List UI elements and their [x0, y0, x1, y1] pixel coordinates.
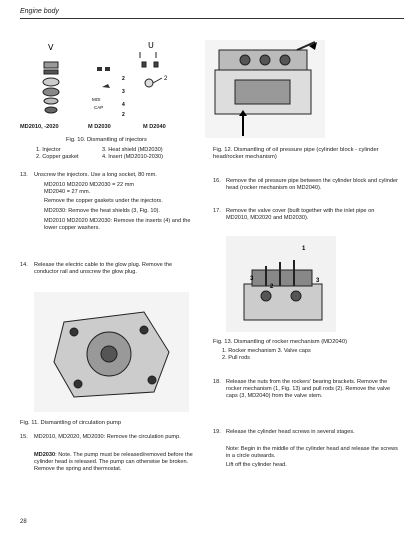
fig13-legend-1: 1. Rocker mechanism 3. Valve caps [222, 348, 311, 354]
figure-10-injectors [22, 40, 192, 125]
header-rule [20, 18, 404, 19]
step15-text: MD2010, MD2020, MD2030: Remove the circulation pump. [34, 434, 181, 440]
step14-text: Release the electric cable to the glow plug. Remove the conductor rail and unscrew the glow plug. [34, 262, 173, 275]
step16-number: 16. [213, 178, 221, 184]
step19-note: Note: Begin in the middle of the cylinder head and release the screws in a circle outwards. [226, 446, 398, 459]
step19-text: Release the cylinder head screws in several stages. [226, 429, 355, 435]
fig13-callout-2: 2 [270, 284, 274, 290]
fig13-legend-2: 2. Pull rods [222, 355, 250, 361]
fig10-model-1: MD2010, -2020 [20, 124, 59, 130]
step15-number: 15. [20, 434, 28, 440]
fig10-model-3: M D2040 [143, 124, 166, 130]
step19-lift: Lift off the cylinder head. [226, 462, 287, 468]
fig13-caption: Fig. 13. Dismantling of rocker mechanism (MD2040) [213, 339, 348, 345]
fig10-callout-2b: 2 [122, 112, 125, 118]
fig13-callout-3b: 3 [316, 278, 320, 284]
step15-note [34, 452, 194, 473]
fig10-callout-3: 3 [122, 89, 125, 95]
step17-text: Remove the valve cover (built together with the inlet pipe on MD2010, MD2020 and MD2030). [226, 208, 375, 221]
step18-number: 18. [213, 379, 221, 385]
fig10-legend-3: 3. Heat shield (MD2030) [102, 147, 163, 153]
figure-13-rocker [226, 236, 336, 332]
step13-line2: MD2040 = 27 mm. [44, 189, 91, 195]
step14-number: 14. [20, 262, 28, 268]
fig13-callout-3a: 3 [250, 276, 254, 282]
fig10-legend-2: 2. Copper gasket [36, 154, 79, 160]
step17-number: 17. [213, 208, 221, 214]
step16-text: Remove the oil pressure pipe between the cylinder block and cylinder head (rocker mechanism on MD2040). [226, 178, 398, 191]
step18-text: Release the nuts from the rockers' bearing brackets. Remove the rocker mechanism (1, Fig. 13) and pull rods (2). Remove the valve caps (3, MD2040) from the valve stem. [226, 379, 391, 399]
fig10-small-label-1: MOI [92, 97, 101, 102]
fig10-legend-1: 1. Injector [36, 147, 61, 153]
step19-number: 19. [213, 429, 221, 435]
step15-note-label: MD2030 [34, 452, 56, 458]
fig10-u-label: U [148, 41, 154, 50]
fig12-caption: Fig. 12. Dismantling of oil pressure pipe (cylinder block - cylinder head/rocker mechanism) [213, 147, 379, 160]
fig10-legend-4: 4. Insert (MD2010-2030) [102, 154, 163, 160]
fig10-callout-2: 2 [122, 76, 125, 82]
fig13-callout-1: 1 [302, 246, 306, 252]
step13-number: 13. [20, 172, 28, 178]
step13-line4: MD2030: Remove the heat shields (3, Fig. 10). [44, 208, 160, 214]
step15-note-text: : Note. The pump must be released/removed before the cylinder head is released. The pump can otherwise be broken. Remove the spring and thermostat. [34, 452, 193, 472]
fig10-v-label: V [48, 43, 54, 52]
step13-line1: MD2010 MD2020 MD2030 = 22 mm [44, 182, 135, 188]
fig10-callout-4: 4 [122, 102, 125, 108]
fig10-callout-2c: 2 [164, 76, 168, 82]
figure-11-pump [34, 292, 189, 412]
fig11-caption: Fig. 11. Dismantling of circulation pump [20, 420, 122, 426]
page-header: Engine body [20, 8, 59, 15]
fig10-model-2: M D2030 [88, 124, 111, 130]
step13-line3: Remove the copper gaskets under the injectors. [44, 198, 163, 204]
step13-text: Unscrew the injectors. Use a long socket, 80 mm. [34, 172, 157, 178]
page-number: 28 [20, 519, 27, 525]
step13-line5: MD2010 MD2020 MD2030: Remove the inserts (4) and the lower copper washers. [44, 218, 191, 231]
figure-12-oil-pipe [205, 40, 325, 138]
fig10-caption: Fig. 10. Dismantling of injectors [66, 137, 147, 143]
fig10-small-label-2: CAP [94, 105, 104, 110]
